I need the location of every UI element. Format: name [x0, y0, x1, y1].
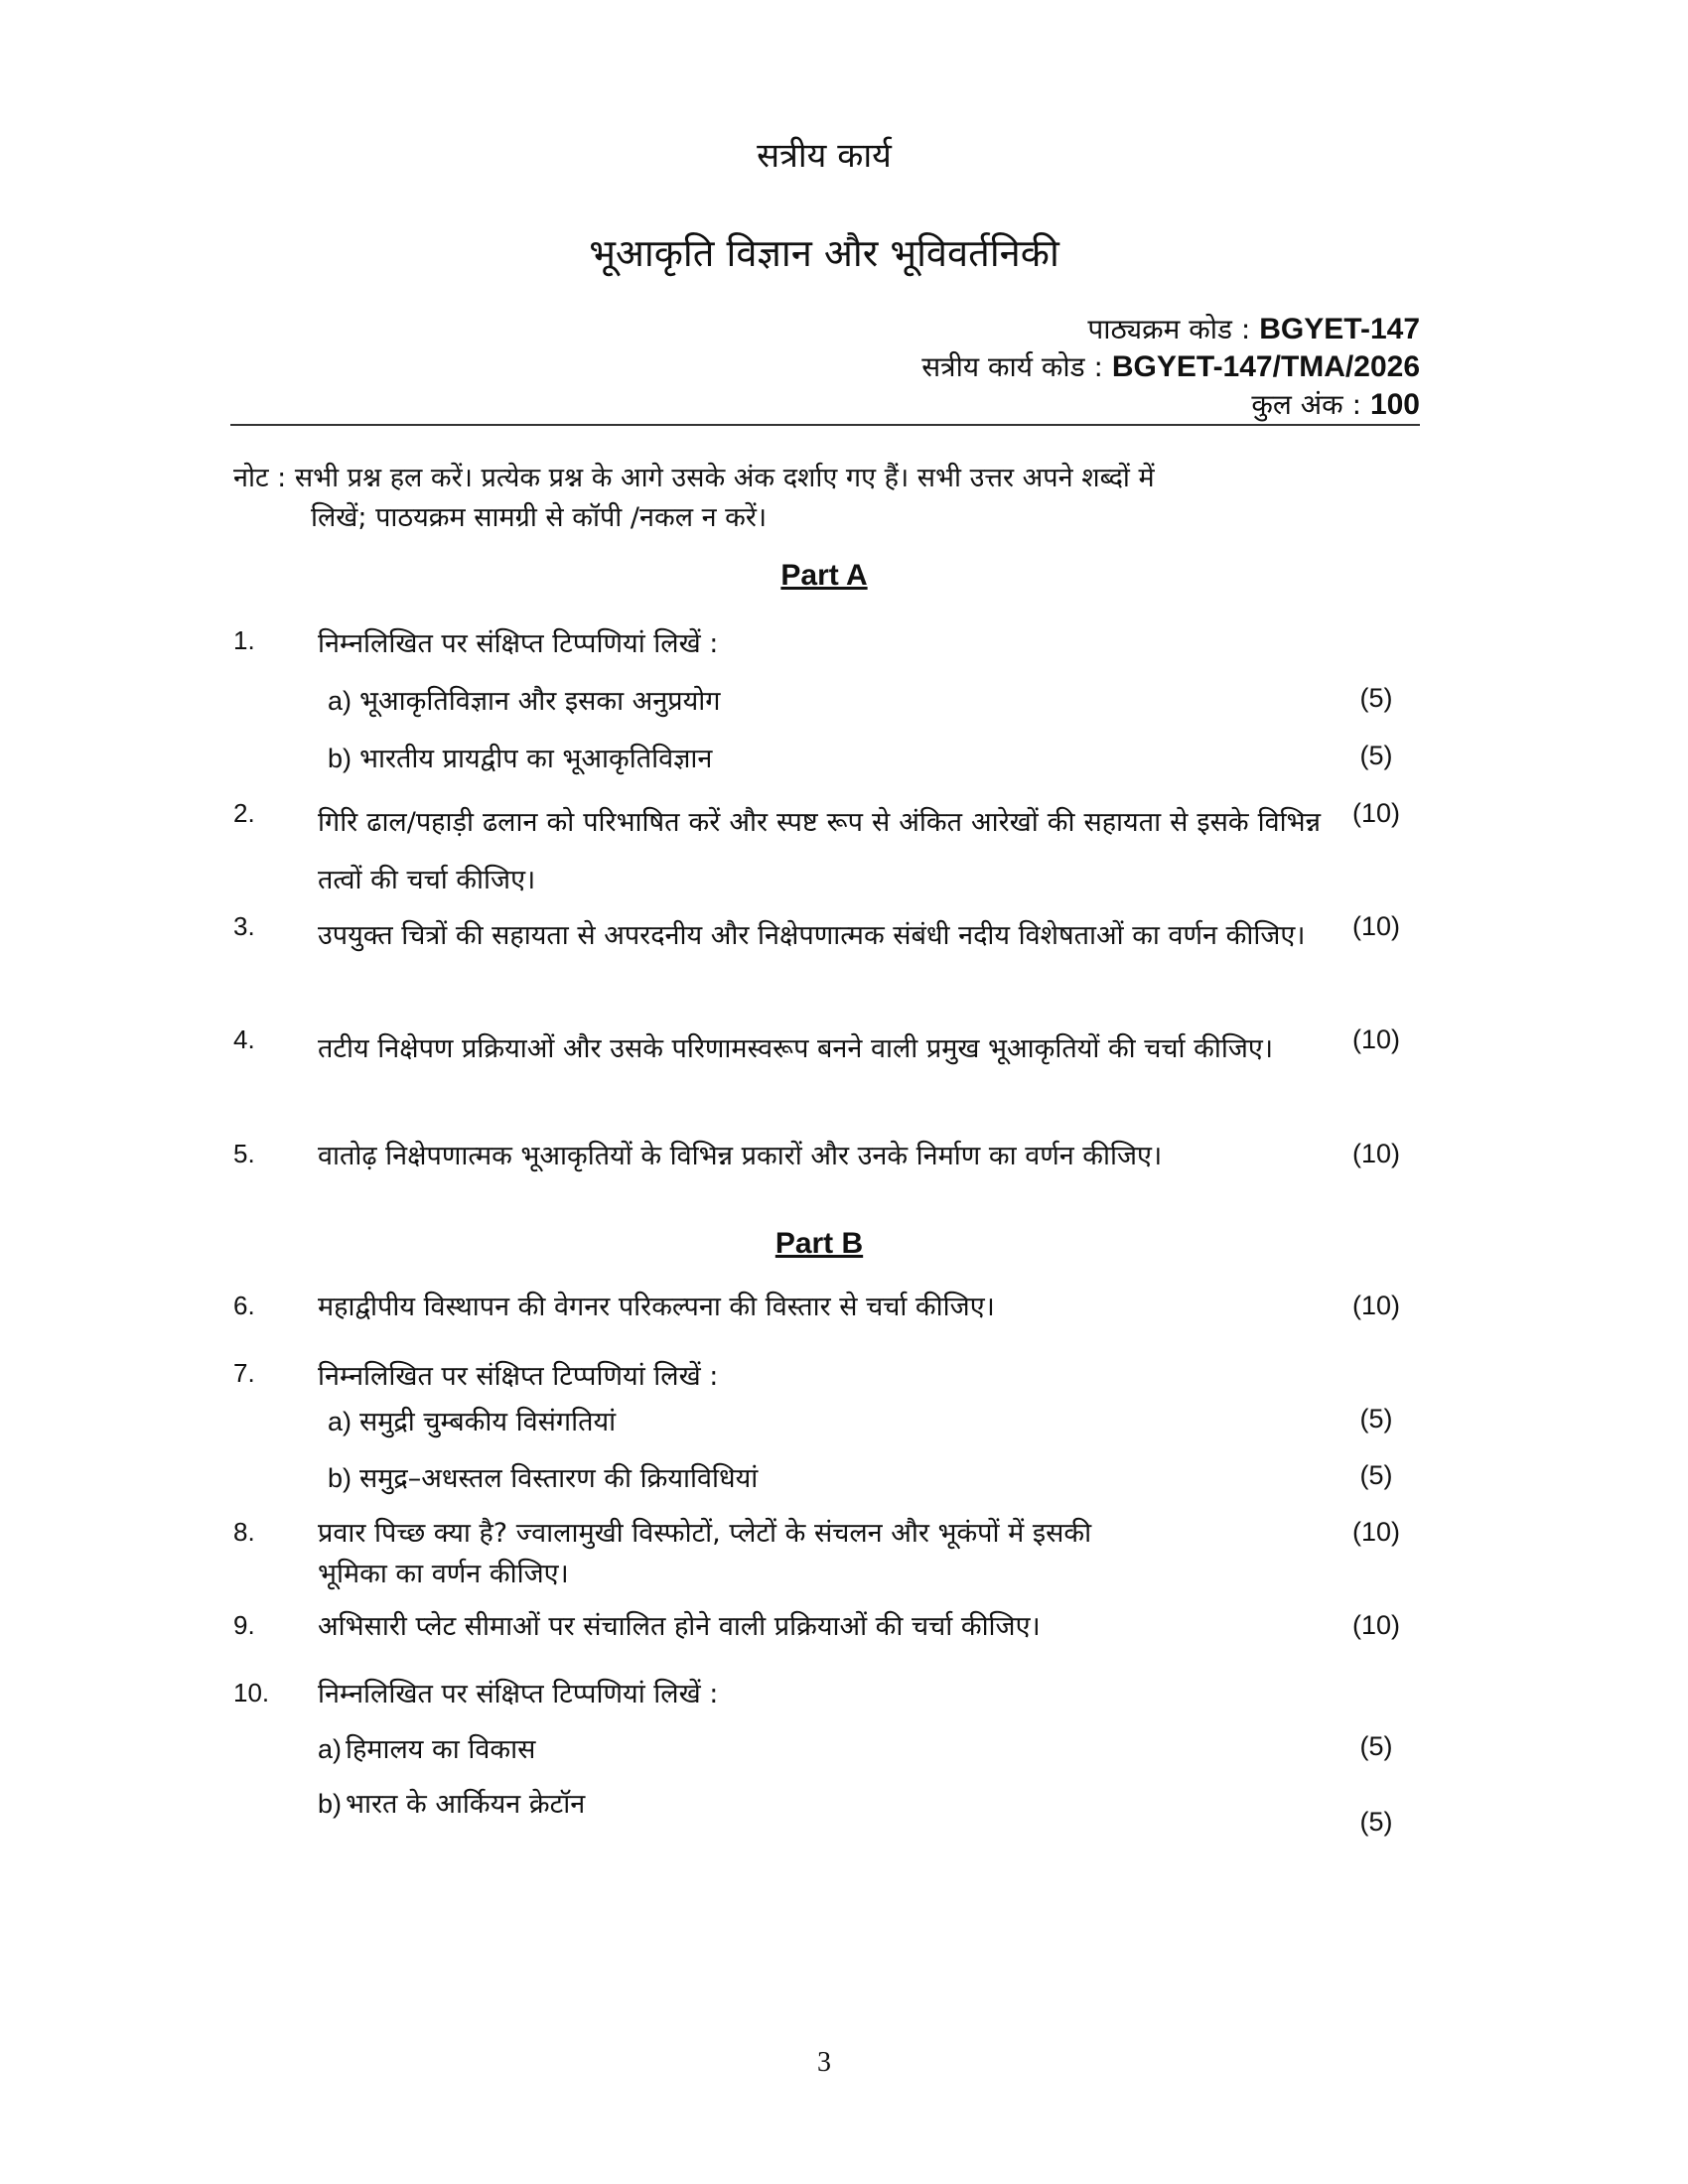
q10b-marks: (5) — [1359, 1807, 1393, 1837]
part-a-heading: Part A — [780, 559, 868, 592]
course-title: भूआकृति विज्ञान और भूविवर्तनिकी — [589, 231, 1059, 275]
q1b-item — [328, 739, 712, 775]
q1a-text: भूआकृतिविज्ञान और इसका अनुप्रयोग — [359, 686, 721, 717]
q10a-item — [318, 1729, 535, 1766]
assignment-code-label: सत्रीय कार्य कोड : — [921, 350, 1103, 383]
q8-number: 8. — [233, 1517, 255, 1547]
q1-text: निम्नलिखित पर संक्षिप्त टिप्पणियां लिखें : — [318, 628, 719, 659]
q7a-label: a) — [328, 1407, 352, 1436]
q4-marks: (10) — [1351, 1024, 1400, 1054]
q10b-item — [318, 1784, 585, 1821]
q7a-item — [328, 1402, 616, 1438]
q1a-item — [328, 681, 720, 718]
header-divider — [230, 424, 1420, 426]
assignment-code-line — [921, 347, 1420, 385]
q3-text: उपयुक्त चित्रों की सहायता से अपरदनीय और निक्षेपणात्मक संबंधी नदीय विशेषताओं का वर्णन कीजिए। — [318, 920, 1306, 951]
q7b-item — [328, 1458, 758, 1495]
q2-text: गिरि ढाल/पहाड़ी ढलान को परिभाषित करें और स्पष्ट रूप से अंकित आरेखों की सहायता से इसके विभिन्न तत्वों की चर्चा कीजिए। — [318, 807, 1321, 895]
q9-text: अभिसारी प्लेट सीमाओं पर संचालित होने वाली प्रक्रियाओं की चर्चा कीजिए। — [318, 1611, 1041, 1642]
q5-text: वातोढ़ निक्षेपणात्मक भूआकृतियों के विभिन्न प्रकारों और उनके निर्माण का वर्णन कीजिए। — [318, 1141, 1163, 1171]
q1b-label: b) — [328, 744, 352, 773]
q9-marks: (10) — [1351, 1610, 1400, 1640]
q10a-label: a) — [318, 1734, 343, 1764]
q8-line-1: प्रवार पिच्छ क्या है? ज्वालामुखी विस्फोटों, प्लेटों के संचलन और भूकंपों में इसकी — [318, 1518, 1092, 1549]
q7-number: 7. — [233, 1358, 255, 1388]
q2-number: 2. — [233, 798, 255, 828]
q9-number: 9. — [233, 1610, 255, 1640]
instructions-note — [233, 459, 1405, 538]
total-marks-label: कुल अंक : — [1251, 388, 1362, 421]
q6-text: महाद्वीपीय विस्थापन की वेगनर परिकल्पना की विस्तार से चर्चा कीजिए। — [318, 1292, 995, 1322]
course-code-label: पाठ्यक्रम कोड : — [1087, 313, 1251, 345]
q10-text: निम्नलिखित पर संक्षिप्त टिप्पणियां लिखें : — [318, 1679, 719, 1709]
q3-marks: (10) — [1351, 911, 1400, 941]
total-marks-line — [1251, 385, 1420, 423]
q1b-marks: (5) — [1359, 741, 1393, 770]
q2-marks: (10) — [1351, 798, 1400, 828]
q7b-text: समुद्र–अधस्तल विस्तारण की क्रियाविधियां — [359, 1463, 759, 1494]
q5-marks: (10) — [1351, 1139, 1400, 1168]
q7b-label: b) — [328, 1463, 352, 1493]
page-title: सत्रीय कार्य — [757, 136, 892, 176]
q1a-marks: (5) — [1359, 683, 1393, 713]
q1-number: 1. — [233, 625, 255, 655]
q10b-label: b) — [318, 1789, 343, 1819]
q10-number: 10. — [233, 1678, 270, 1707]
q7b-marks: (5) — [1359, 1460, 1393, 1490]
q10a-text: हिमालय का विकास — [346, 1734, 536, 1765]
course-code-line — [1087, 310, 1420, 347]
page-number: 3 — [817, 2047, 831, 2078]
q7a-text: समुद्री चुम्बकीय विसंगतियां — [359, 1407, 617, 1437]
note-line-2: लिखें; पाठयक्रम सामग्री से कॉपी /नकल न करें। — [311, 502, 768, 533]
total-marks-value: 100 — [1369, 388, 1420, 421]
q6-number: 6. — [233, 1291, 255, 1320]
q4-number: 4. — [233, 1024, 255, 1054]
course-code-value: BGYET-147 — [1259, 313, 1420, 345]
q1b-text: भारतीय प्रायद्वीप का भूआकृतिविज्ञान — [359, 744, 713, 774]
q4-text: तटीय निक्षेपण प्रक्रियाओं और उसके परिणामस्वरूप बनने वाली प्रमुख भूआकृतियों की चर्चा कीजिए। — [318, 1033, 1274, 1064]
assignment-code-value: BGYET-147/TMA/2026 — [1111, 350, 1420, 383]
q8-line-2: भूमिका का वर्णन कीजिए। — [318, 1559, 569, 1589]
q6-marks: (10) — [1351, 1291, 1400, 1320]
q10b-text: भारत के आर्कियन क्रेटॉन — [346, 1789, 586, 1820]
q10a-marks: (5) — [1359, 1731, 1393, 1761]
note-line-1: नोट : सभी प्रश्न हल करें। प्रत्येक प्रश्न के आगे उसके अंक दर्शाए गए हैं। सभी उत्तर अपने शब्दों में — [233, 463, 1155, 493]
q5-number: 5. — [233, 1139, 255, 1168]
q7-text: निम्नलिखित पर संक्षिप्त टिप्पणियां लिखें : — [318, 1361, 719, 1392]
q1a-label: a) — [328, 686, 352, 716]
q3-number: 3. — [233, 911, 255, 941]
part-b-heading: Part B — [774, 1227, 864, 1260]
q8-marks: (10) — [1351, 1517, 1400, 1547]
q7a-marks: (5) — [1359, 1404, 1393, 1433]
